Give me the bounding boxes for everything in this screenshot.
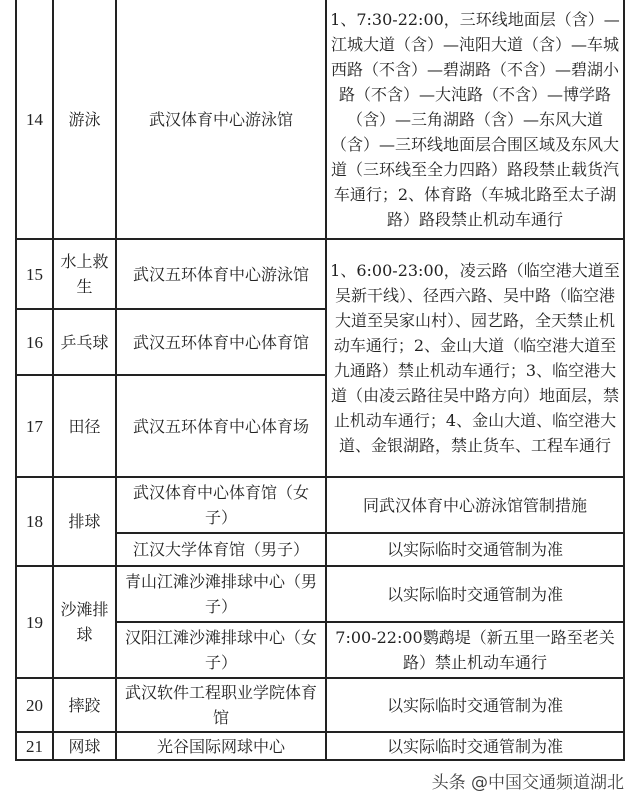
row-number: 19 <box>16 566 53 678</box>
venue-name: 武汉五环体育中心体育场 <box>116 375 326 477</box>
row-number: 17 <box>16 375 53 477</box>
table-row <box>16 566 624 622</box>
row-number: 18 <box>16 477 53 566</box>
venue-name: 青山江滩沙滩排球中心（男子） <box>116 566 326 622</box>
sport-name: 沙滩排球 <box>53 566 116 678</box>
venue-name: 武汉体育中心体育馆（女子） <box>116 477 326 533</box>
control-measures: 以实际临时交通管制为准 <box>326 678 624 732</box>
control-measures: 1、7:30-22:00，三环线地面层（含）—江城大道（含）—沌阳大道（含）—车城西路（不含）—碧湖路（不含）—碧湖小路（不含）—大沌路（不含）—博学路（含）—三角湖路（含）—东风大道（含）—三环线地面层合围区域及东风大道（三环线至全力四路）路段禁止载货汽车通行；2、体育路（车城北路至太子湖路）路段禁止机动车通行 <box>326 0 624 239</box>
venue-name: 武汉软件工程职业学院体育馆 <box>116 678 326 732</box>
control-measures: 同武汉体育中心游泳馆管制措施 <box>326 477 624 533</box>
traffic-control-table <box>15 0 625 761</box>
row-number: 15 <box>16 239 53 309</box>
sport-name: 摔跤 <box>53 678 116 732</box>
row-number: 20 <box>16 678 53 732</box>
row-number: 21 <box>16 732 53 760</box>
table-row <box>16 0 624 239</box>
control-measures: 以实际临时交通管制为准 <box>326 566 624 622</box>
table-row <box>16 477 624 533</box>
table-row <box>16 678 624 732</box>
control-measures: 1、6:00-23:00，凌云路（临空港大道至吴新干线）、径西六路、吴中路（临空港大道至吴家山村）、园艺路，全天禁止机动车通行；2、金山大道（临空港大道至九通路）禁止机动车通行；3、临空港大道（由凌云路往吴中路方向）地面层，禁止机动车通行；4、金山大道、临空港大道、金银湖路，禁止货车、工程车通行 <box>326 239 624 477</box>
sport-name: 排球 <box>53 477 116 566</box>
venue-name: 江汉大学体育馆（男子） <box>116 533 326 566</box>
sport-name: 水上救生 <box>53 239 116 309</box>
sport-name: 乒乓球 <box>53 309 116 375</box>
venue-name: 汉阳江滩沙滩排球中心（女子） <box>116 622 326 678</box>
venue-name: 武汉五环体育中心体育馆 <box>116 309 326 375</box>
venue-name: 武汉五环体育中心游泳馆 <box>116 239 326 309</box>
row-number: 16 <box>16 309 53 375</box>
venue-name: 武汉体育中心游泳馆 <box>116 0 326 239</box>
venue-name: 光谷国际网球中心 <box>116 732 326 760</box>
sport-name: 游泳 <box>53 0 116 239</box>
control-measures: 7:00-22:00鹦鹉堤（新五里一路至老关路）禁止机动车通行 <box>326 622 624 678</box>
sport-name: 网球 <box>53 732 116 760</box>
table-row <box>16 732 624 760</box>
control-measures: 以实际临时交通管制为准 <box>326 732 624 760</box>
watermark: 头条 @中国交通频道湖北 <box>431 773 624 793</box>
control-measures: 以实际临时交通管制为准 <box>326 533 624 566</box>
sport-name: 田径 <box>53 375 116 477</box>
table-row <box>16 239 624 309</box>
row-number: 14 <box>16 0 53 239</box>
